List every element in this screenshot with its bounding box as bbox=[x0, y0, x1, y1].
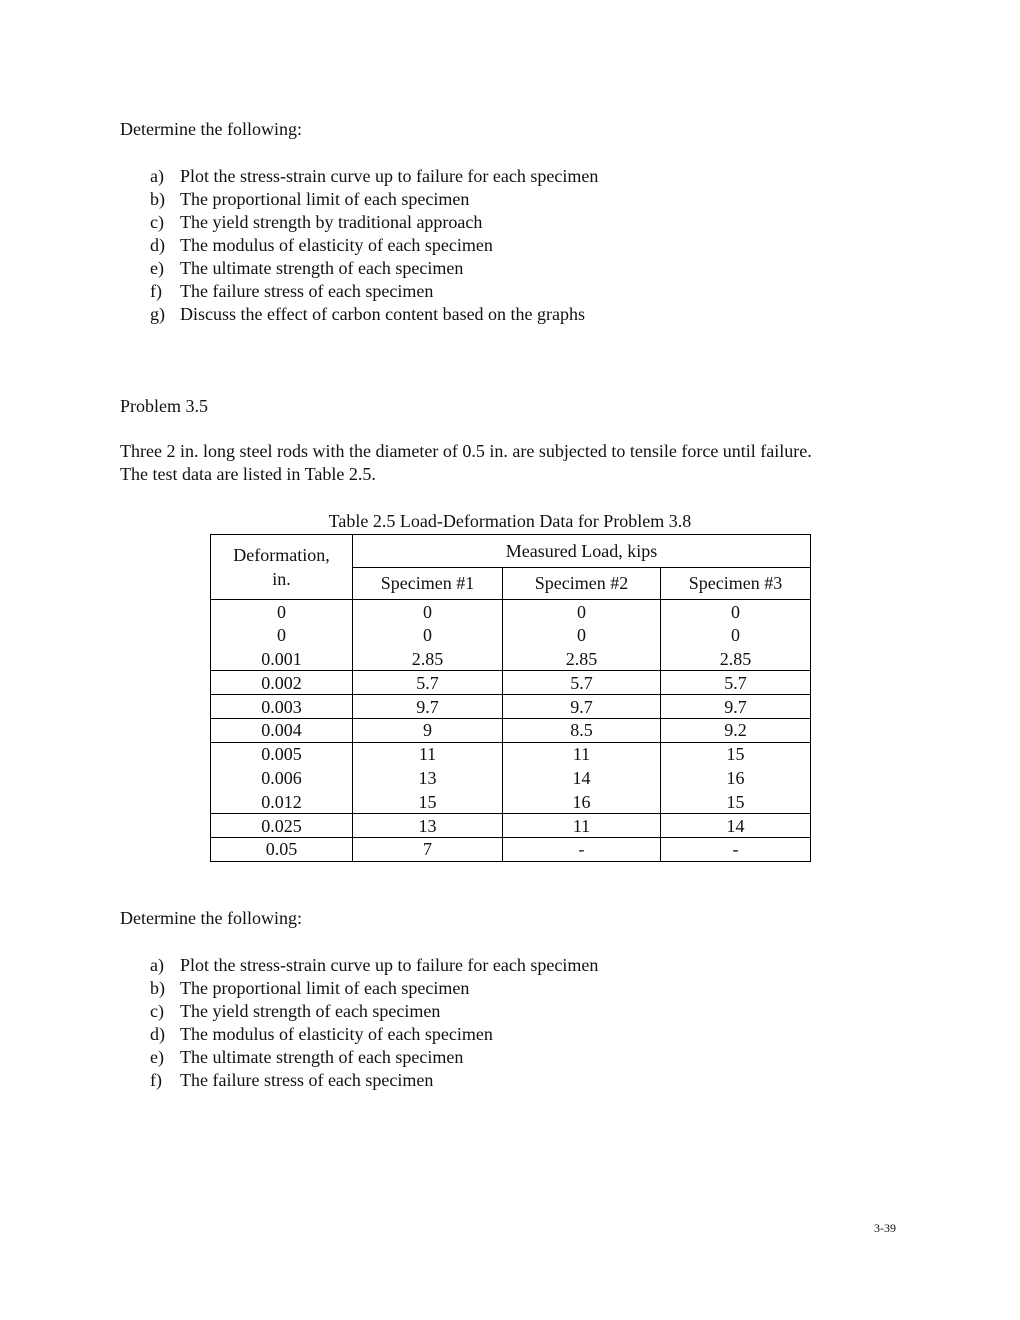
table-row: 0.004 9 8.5 9.2 bbox=[211, 718, 811, 742]
table-caption: Table 2.5 Load-Deformation Data for Problem 3.8 bbox=[328, 511, 692, 531]
table-row: 0.003 9.7 9.7 9.7 bbox=[211, 695, 811, 719]
section1-heading: Determine the following: bbox=[120, 119, 302, 139]
table-row: 0.012 15 16 15 bbox=[211, 790, 811, 814]
table-row: 0.002 5.7 5.7 5.7 bbox=[211, 671, 811, 695]
list-item: d) The modulus of elasticity of each specimen bbox=[150, 235, 493, 255]
load-deformation-table bbox=[210, 534, 811, 862]
section1-list bbox=[150, 165, 598, 326]
table-row: 0.025 13 11 14 bbox=[211, 814, 811, 838]
problem-statement-line1: Three 2 in. long steel rods with the diameter of 0.5 in. are subjected to tensile force until failure. bbox=[120, 441, 812, 461]
table-row: 0.05 7 - - bbox=[211, 837, 811, 861]
problem-statement-line2: The test data are listed in Table 2.5. bbox=[120, 464, 376, 484]
table-row: 0 0 0 0 bbox=[211, 600, 811, 624]
list-item: a) Plot the stress-strain curve up to failure for each specimen bbox=[150, 955, 599, 975]
deformation-header: Deformation, in. bbox=[211, 535, 353, 600]
table-row: 0.005 11 11 15 bbox=[211, 742, 811, 766]
table-row: 0.001 2.85 2.85 2.85 bbox=[211, 647, 811, 671]
specimen-1-header: Specimen #1 bbox=[353, 568, 503, 600]
specimen-3-header: Specimen #3 bbox=[661, 568, 811, 600]
list-item: e) The ultimate strength of each specimen bbox=[150, 1047, 464, 1067]
list-item: f) The failure stress of each specimen bbox=[150, 1070, 434, 1090]
list-item: b) The proportional limit of each specimen bbox=[150, 189, 470, 209]
table-row: 0.006 13 14 16 bbox=[211, 766, 811, 790]
measured-load-header: Measured Load, kips bbox=[353, 535, 811, 568]
list-item: a) Plot the stress-strain curve up to failure for each specimen bbox=[150, 166, 599, 186]
section2-heading: Determine the following: bbox=[120, 908, 302, 928]
table-row: 0 0 0 0 bbox=[211, 623, 811, 647]
page-number: 3-39 bbox=[874, 1221, 896, 1235]
list-item: e) The ultimate strength of each specimen bbox=[150, 258, 464, 278]
list-item: b) The proportional limit of each specimen bbox=[150, 978, 470, 998]
list-item: c) The yield strength by traditional approach bbox=[150, 212, 483, 232]
problem-title: Problem 3.5 bbox=[120, 396, 208, 416]
list-item: g) Discuss the effect of carbon content based on the graphs bbox=[150, 304, 586, 324]
list-item: c) The yield strength of each specimen bbox=[150, 1001, 441, 1021]
specimen-2-header: Specimen #2 bbox=[503, 568, 661, 600]
section2-list bbox=[150, 954, 598, 1092]
list-item: f) The failure stress of each specimen bbox=[150, 281, 434, 301]
list-item: d) The modulus of elasticity of each specimen bbox=[150, 1024, 493, 1044]
